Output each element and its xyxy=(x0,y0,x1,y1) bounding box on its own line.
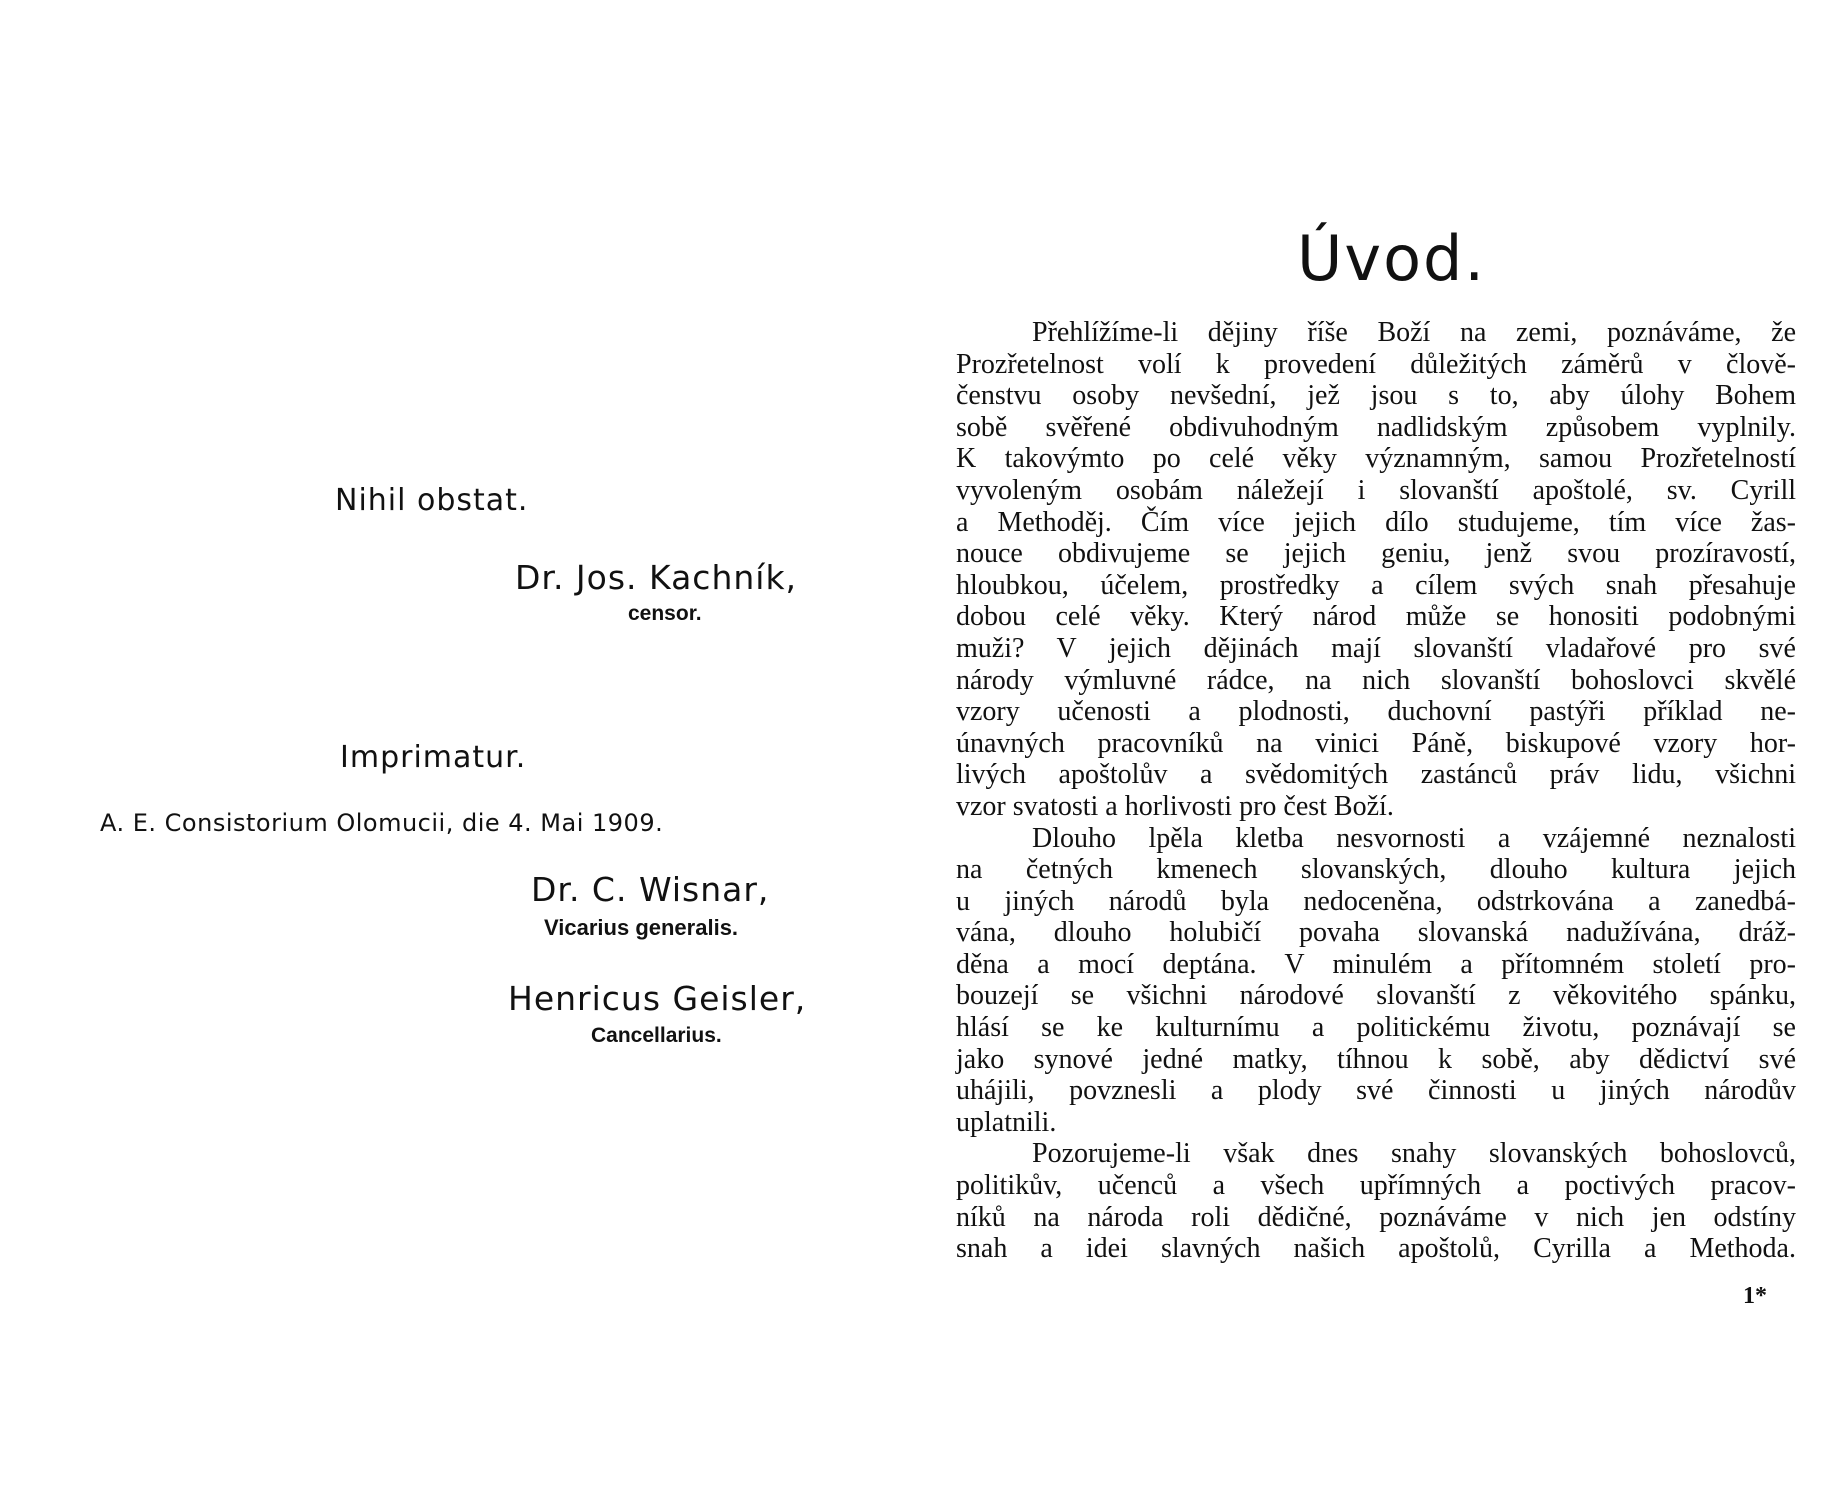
text-line: sobě svěřené obdivuhodným nadlidským způsobem vyplnily. xyxy=(956,411,1796,443)
vicar-title: Vicarius generalis. xyxy=(544,915,739,940)
chancellor-name: Henricus Geisler, xyxy=(508,979,807,1018)
vicar-name: Dr. C. Wisnar, xyxy=(531,870,770,909)
text-line: politikův, učenců a všech upřímných a poctivých pracov- xyxy=(956,1170,1796,1202)
text-line: vzor svatosti a horlivosti pro čest Boží. xyxy=(956,790,1394,822)
text-line: národy výmluvné rádce, na nich slovanští bohoslovci skvělé xyxy=(956,664,1796,696)
text-line: nouce obdivujeme se jejich geniu, jenž svou prozíravostí, xyxy=(956,538,1796,570)
nihil-obstat-heading: Nihil obstat. xyxy=(335,483,529,518)
text-line: livých apoštolův a svědomitých zastánců práv lidu, všichni xyxy=(956,759,1796,791)
text-line: Dlouho lpěla kletba nesvornosti a vzájemné neznalosti xyxy=(1032,822,1796,854)
text-line: uhájili, povznesli a plody své činnosti u jiných národův xyxy=(956,1075,1796,1107)
page-number: 1* xyxy=(1743,1283,1767,1309)
text-line: Prozřetelnost volí k provedení důležitých záměrů v člově- xyxy=(956,348,1796,380)
text-line: Pozorujeme-li však dnes snahy slovanských bohoslovců, xyxy=(1032,1138,1796,1170)
right-page xyxy=(917,0,1834,1500)
imprimatur-heading: Imprimatur. xyxy=(340,740,527,775)
text-line: níků na národa roli dědičné, poznáváme v nich jen odstíny xyxy=(956,1201,1796,1233)
text-line: bouzejí se všichni národové slovanští z věkovitého spánku, xyxy=(956,980,1796,1012)
chancellor-title: Cancellarius. xyxy=(591,1024,722,1047)
paragraph-1 xyxy=(956,317,1796,823)
text-line: Přehlížíme-li dějiny říše Boží na zemi, poznáváme, že xyxy=(1032,317,1796,348)
text-line: uplatnili. xyxy=(956,1106,1057,1138)
text-line: K takovýmto po celé věky významným, samou Prozřetelností xyxy=(956,443,1796,475)
text-line: jako synové jedné matky, tíhnou k sobě, aby dědictví své xyxy=(956,1043,1796,1075)
chapter-heading: Úvod. xyxy=(1297,222,1487,295)
text-line: u jiných národů byla nedoceněna, odstrkována a zanedbá- xyxy=(956,885,1796,917)
paragraph-2 xyxy=(956,823,1796,1139)
censor-name: Dr. Jos. Kachník, xyxy=(515,558,798,597)
text-line: a Methoděj. Čím více jejich dílo studujeme, tím více žas- xyxy=(956,506,1796,538)
text-line: vzory učenosti a plodnosti, duchovní pastýři příklad ne- xyxy=(956,696,1796,728)
text-line: na četných kmenech slovanských, dlouho kultura jejich xyxy=(956,854,1796,886)
consistorium-line: A. E. Consistorium Olomucii, die 4. Mai 1909. xyxy=(100,809,664,837)
text-line: čenstvu osoby nevšední, jež jsou s to, aby úlohy Bohem xyxy=(956,380,1796,412)
text-line: snah a idei slavných našich apoštolů, Cyrilla a Methoda. xyxy=(956,1233,1796,1265)
text-line: vána, dlouho holubičí povaha slovanská nadužívána, dráž- xyxy=(956,917,1796,949)
text-line: hlásí se ke kulturnímu a politickému životu, poznávají se xyxy=(956,1012,1796,1044)
text-line: hloubkou, účelem, prostředky a cílem svých snah přesahuje xyxy=(956,569,1796,601)
paragraph-3 xyxy=(956,1138,1796,1264)
text-line: únavných pracovníků na vinici Páně, biskupové vzory hor- xyxy=(956,727,1796,759)
censor-title: censor. xyxy=(628,602,702,625)
introduction-text xyxy=(956,317,1796,1265)
text-line: dobou celé věky. Který národ může se honositi podobnými xyxy=(956,601,1796,633)
text-line: vyvoleným osobám náležejí i slovanští apoštolé, sv. Cyrill xyxy=(956,474,1796,506)
text-line: děna a mocí deptána. V minulém a přítomném století pro- xyxy=(956,948,1796,980)
text-line: muži? V jejich dějinách mají slovanští vladařové pro své xyxy=(956,632,1796,664)
